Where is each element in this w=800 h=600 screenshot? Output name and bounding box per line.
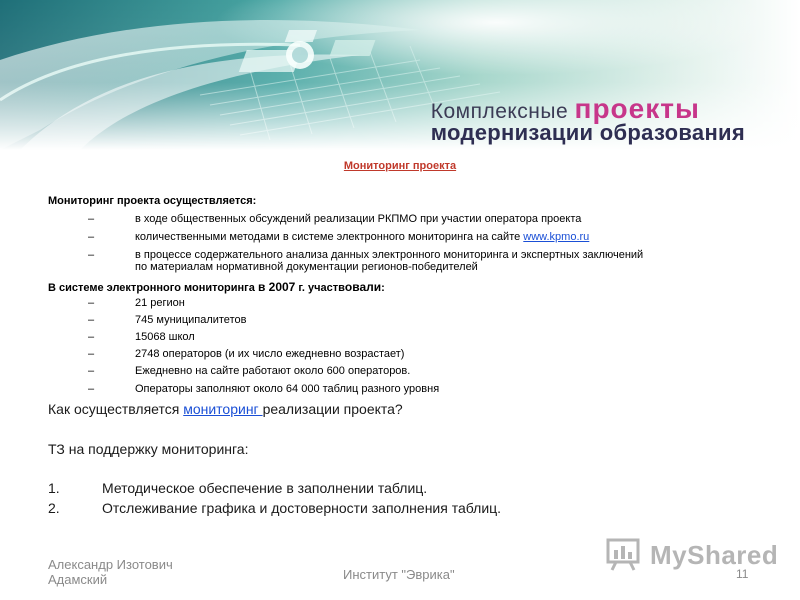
method-item xyxy=(135,231,755,243)
dash-bullet: – xyxy=(88,231,95,243)
question-text: Как осуществляется xyxy=(48,401,184,417)
slide-title: Мониторинг проекта xyxy=(343,160,457,172)
dash-bullet: – xyxy=(88,348,95,360)
dash-bullet: – xyxy=(88,331,95,343)
author-last-name: Адамский xyxy=(48,572,108,587)
stats-intro-colon: : xyxy=(381,282,385,294)
stats-intro-text2: г. участв xyxy=(295,282,345,294)
stats-intro-text: В системе электронного мониторинга xyxy=(48,282,258,294)
dash-bullet: – xyxy=(88,213,95,225)
monitoring-link[interactable]: мониторинг xyxy=(183,401,263,417)
question-text-end: реализации проекта? xyxy=(262,401,403,417)
tz-item-number: 1. xyxy=(48,480,60,496)
monitoring-question xyxy=(48,401,403,417)
method-item: в ходе общественных обсуждений реализации РКПМО при участии оператора проекта xyxy=(135,213,582,225)
footer-author xyxy=(48,557,173,587)
stats-intro-text3: овали xyxy=(344,280,382,294)
author-first-name: Александр Изотович xyxy=(48,557,173,572)
stat-item: 2748 операторов (и их число ежедневно возрастает) xyxy=(135,348,405,360)
footer-institute: Институт "Эврика" xyxy=(343,567,455,582)
tz-item-text: Методическое обеспечение в заполнении таблиц. xyxy=(102,480,428,496)
presentation-board-icon xyxy=(606,538,646,577)
dash-bullet: – xyxy=(88,297,95,309)
tz-heading: ТЗ на поддержку мониторинга: xyxy=(48,441,249,457)
method-item-text: количественными методами в системе электронного мониторинга на сайте xyxy=(135,231,524,243)
stat-item: Ежедневно на сайте работают около 600 операторов. xyxy=(135,365,411,377)
stat-item: 15068 школ xyxy=(135,331,195,343)
dash-bullet: – xyxy=(88,249,95,261)
dash-bullet: – xyxy=(88,365,95,377)
brand-word-complex: Комплексные xyxy=(430,100,569,123)
brand-word-projects: проекты xyxy=(574,93,700,124)
dash-bullet: – xyxy=(88,383,95,395)
page-number: 11 xyxy=(736,567,749,581)
tz-item-text: Отслеживание графика и достоверности заполнения таблиц. xyxy=(102,500,502,516)
stats-intro-year: в 2007 xyxy=(257,280,296,294)
monitoring-intro: Мониторинг проекта осуществляется: xyxy=(48,195,257,207)
brand-logo xyxy=(430,93,745,145)
stat-item: 745 муниципалитетов xyxy=(135,314,247,326)
header-banner xyxy=(0,0,800,150)
stat-item: Операторы заполняют около 64 000 таблиц разного уровня xyxy=(135,383,440,395)
watermark-text: MyShared xyxy=(650,540,779,570)
method-item xyxy=(135,249,755,273)
method-item-line1: в процессе содержательного анализа данных электронного мониторинга и экспертных заключений xyxy=(135,249,644,261)
stat-item: 21 регион xyxy=(135,297,185,309)
kpmo-site-link[interactable]: www.kpmo.ru xyxy=(523,231,590,243)
tz-item-number: 2. xyxy=(48,500,60,516)
stats-intro xyxy=(48,280,385,294)
dash-bullet: – xyxy=(88,314,95,326)
method-item-line2: по материалам нормативной документации регионов-победителей xyxy=(135,261,478,273)
brand-subtitle: модернизации образования xyxy=(430,120,745,145)
